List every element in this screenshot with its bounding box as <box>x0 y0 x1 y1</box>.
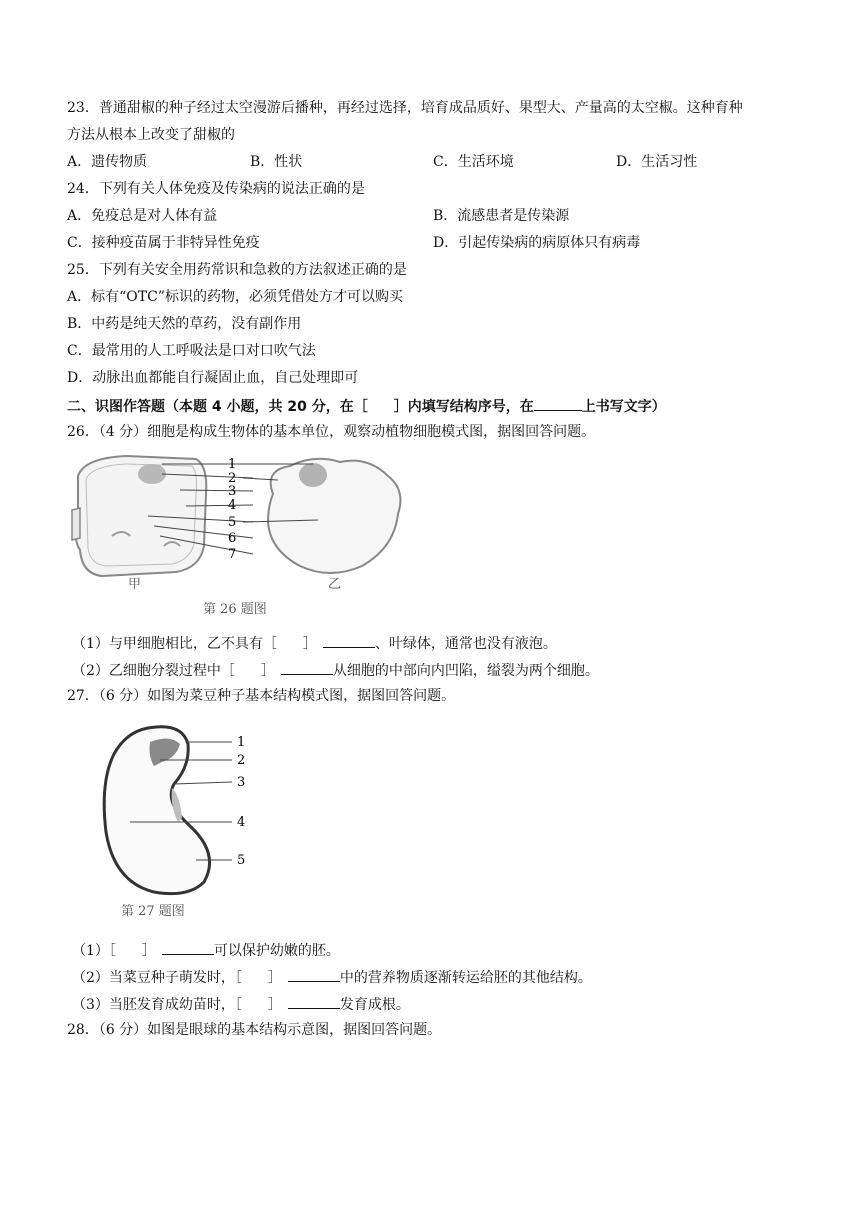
q27-sub1 <box>72 940 340 960</box>
q27-sub3-a: （3）当胚发育成幼苗时，［ <box>72 997 242 1013</box>
q27-label-2: 2 <box>237 753 246 768</box>
q25-stem: 25．下列有关安全用药常识和急救的方法叙述正确的是 <box>67 262 407 278</box>
q27-bean-seed-figure <box>100 722 260 906</box>
q24-option-a: A．免疫总是对人体有益 <box>67 208 218 224</box>
section-heading-part-c: 上书写文字） <box>581 399 666 415</box>
q23-option-b: B．性状 <box>250 154 303 170</box>
q26-sub1-c: 、叶绿体，通常也没有液泡。 <box>374 636 557 652</box>
q27-sub3-b: ］ <box>267 997 282 1013</box>
q24-option-b: B．流感患者是传染源 <box>433 208 570 224</box>
q27-label-1: 1 <box>237 735 246 750</box>
q26-sub2-c: 从细胞的中部向内凹陷，缢裂为两个细胞。 <box>332 663 599 679</box>
q26-sub1-b: ］ <box>302 636 317 652</box>
q27-caption: 第 27 题图 <box>121 904 185 919</box>
q26-cell-figure <box>68 450 413 594</box>
section-heading-part-b: ］内填写结构序号，在 <box>393 399 534 415</box>
q26-stem: 26．（4 分）细胞是构成生物体的基本单位，观察动植物细胞模式图，据图回答问题。 <box>67 424 596 440</box>
q23-stem-line1: 23．普通甜椒的种子经过太空漫游后播种，再经过选择，培育成品质好、果型大、产量高的太空椒。这种育种 <box>67 100 743 116</box>
q23-option-a: A．遗传物质 <box>67 154 148 170</box>
q26-label-5: 5 <box>228 515 237 530</box>
q27-sub3 <box>72 994 410 1014</box>
q28-stem: 28．（6 分）如图是眼球的基本结构示意图，据图回答问题。 <box>67 1022 442 1038</box>
q27-stem: 27．（6 分）如图为菜豆种子基本结构模式图，据图回答问题。 <box>67 688 456 704</box>
q27-sub2 <box>72 967 592 987</box>
q27-sub2-b: ］ <box>267 970 282 986</box>
q23-option-c: C．生活环境 <box>433 154 514 170</box>
q26-sub2 <box>72 660 599 680</box>
q27-sub3-blank[interactable] <box>288 994 340 1009</box>
q26-right-name: 乙 <box>328 577 342 590</box>
q27-sub1-a: （1）［ <box>72 943 116 959</box>
q26-sub2-a: （2）乙细胞分裂过程中［ <box>72 663 235 679</box>
q25-option-c: C．最常用的人工呼吸法是口对口吹气法 <box>67 343 316 359</box>
q27-sub2-a: （2）当菜豆种子萌发时，［ <box>72 970 242 986</box>
q27-sub1-c: 可以保护幼嫩的胚。 <box>213 943 340 959</box>
q24-stem: 24．下列有关人体免疫及传染病的说法正确的是 <box>67 181 365 197</box>
q26-caption: 第 26 题图 <box>203 602 267 617</box>
q26-label-7: 7 <box>228 547 237 562</box>
q24-option-c: C．接种疫苗属于非特异性免疫 <box>67 235 260 251</box>
q27-label-4: 4 <box>237 815 246 830</box>
q26-label-3: 3 <box>228 484 237 499</box>
q27-sub1-blank[interactable] <box>162 940 214 955</box>
q26-sub1 <box>72 633 557 653</box>
q26-label-2: 2 <box>228 471 237 486</box>
q27-sub1-b: ］ <box>141 943 156 959</box>
q27-sub2-c: 中的营养物质逐渐转运给胚的其他结构。 <box>339 970 592 986</box>
q26-label-4: 4 <box>228 498 237 513</box>
heading-blank <box>534 396 582 411</box>
q26-sub2-blank[interactable] <box>281 660 333 675</box>
q26-sub1-a: （1）与甲细胞相比，乙不具有［ <box>72 636 277 652</box>
q23-option-d: D．生活习性 <box>616 154 698 170</box>
q25-option-d: D．动脉出血都能自行凝固止血，自己处理即可 <box>67 370 359 386</box>
q27-label-5: 5 <box>237 853 246 868</box>
section-heading-part-a: 二、识图作答题（本题 4 小题，共 20 分，在［ <box>67 399 368 415</box>
q27-sub2-blank[interactable] <box>288 967 340 982</box>
q26-sub1-blank[interactable] <box>323 633 375 648</box>
section-heading <box>67 396 666 416</box>
q26-label-1: 1 <box>228 457 237 472</box>
q25-option-b: B．中药是纯天然的草药，没有副作用 <box>67 316 302 332</box>
q24-option-d: D．引起传染病的病原体只有病毒 <box>433 235 641 251</box>
q26-label-6: 6 <box>228 531 237 546</box>
q26-sub2-b: ］ <box>260 663 275 679</box>
q26-left-name: 甲 <box>128 577 142 590</box>
q27-label-3: 3 <box>237 775 246 790</box>
q27-sub3-c: 发育成根。 <box>339 997 410 1013</box>
q23-stem-line2: 方法从根本上改变了甜椒的 <box>67 127 235 143</box>
q25-option-a: A．标有“OTC”标识的药物，必须凭借处方才可以购买 <box>67 289 403 305</box>
